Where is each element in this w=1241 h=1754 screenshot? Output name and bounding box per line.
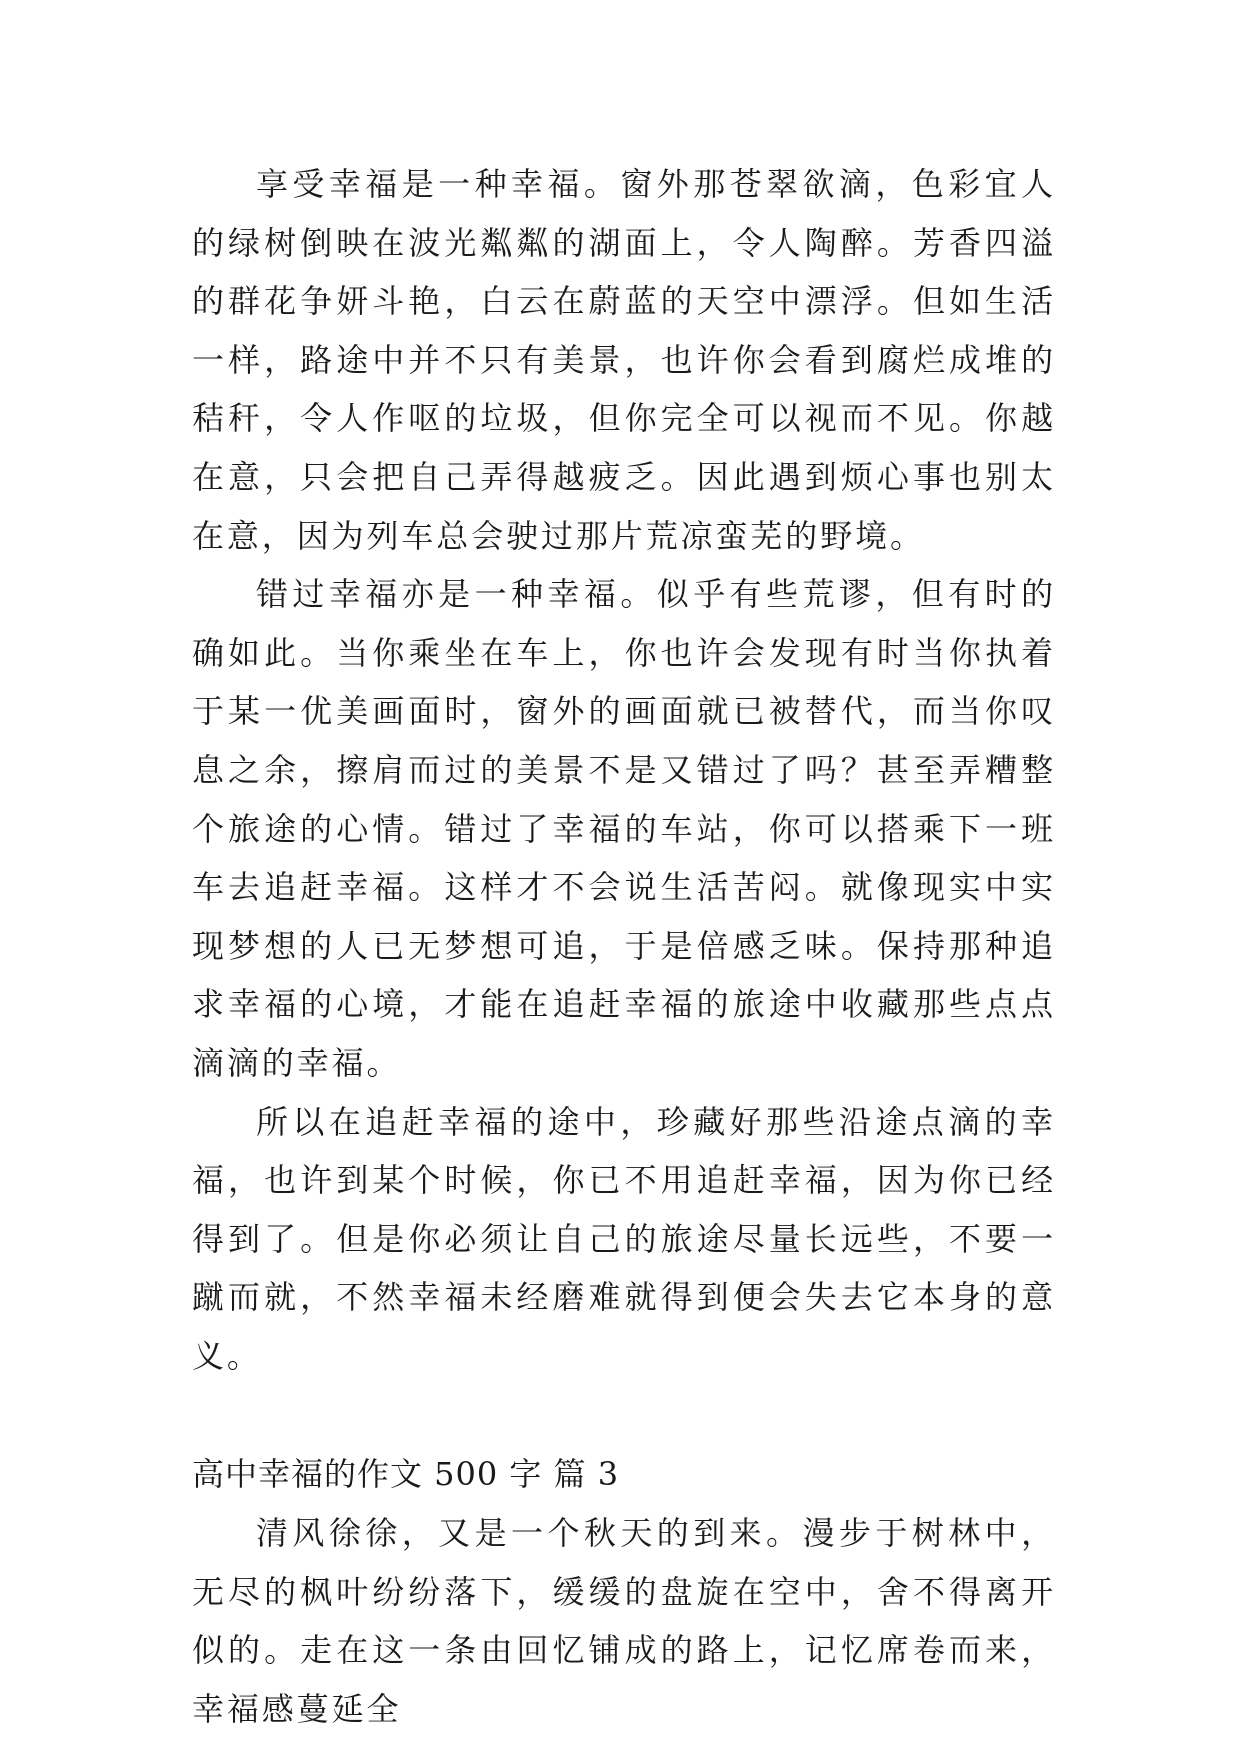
paragraph-enjoy-happiness: 享受幸福是一种幸福。窗外那苍翠欲滴，色彩宜人的绿树倒映在波光粼粼的湖面上，令人陶醉。芳香四溢的群花争妍斗艳，白云在蔚蓝的天空中漂浮。但如生活一样，路途中并不只有美景，也许你会看到腐烂成堆的秸秆，令人作呕的垃圾，但你完全可以视而不见。你越在意，只会把自己弄得越疲乏。因此遇到烦心事也别太在意，因为列车总会驶过那片荒凉蛮芜的野境。 — [192, 165, 1056, 555]
paragraph-missing-happiness: 错过幸福亦是一种幸福。似乎有些荒谬，但有时的确如此。当你乘坐在车上，你也许会发现有时当你执着于某一优美画面时，窗外的画面就已被替代，而当你叹息之余，擦肩而过的美景不是又错过了吗？甚至弄糟整个旅途的心情。错过了幸福的车站，你可以搭乘下一班车去追赶幸福。这样才不会说生活苦闷。就像现实中实现梦想的人已无梦想可追，于是倍感乏味。保持那种追求幸福的心境，才能在追赶幸福的旅途中收藏那些点点滴滴的幸福。 — [192, 575, 1056, 1082]
paragraph-autumn: 清风徐徐，又是一个秋天的到来。漫步于树林中，无尽的枫叶纷纷落下，缓缓的盘旋在空中，舍不得离开似的。走在这一条由回忆铺成的路上，记忆席卷而来，幸福感蔓延全 — [192, 1514, 1056, 1728]
document-page — [192, 155, 1056, 1738]
section-heading: 高中幸福的作文 500 字 篇 3 — [192, 1455, 620, 1494]
paragraph-conclusion: 所以在追赶幸福的途中，珍藏好那些沿途点滴的幸福，也许到某个时候，你已不用追赶幸福，因为你已经得到了。但是你必须让自己的旅途尽量长远些，不要一蹴而就，不然幸福未经磨难就得到便会失去它本身的意义。 — [192, 1102, 1056, 1375]
